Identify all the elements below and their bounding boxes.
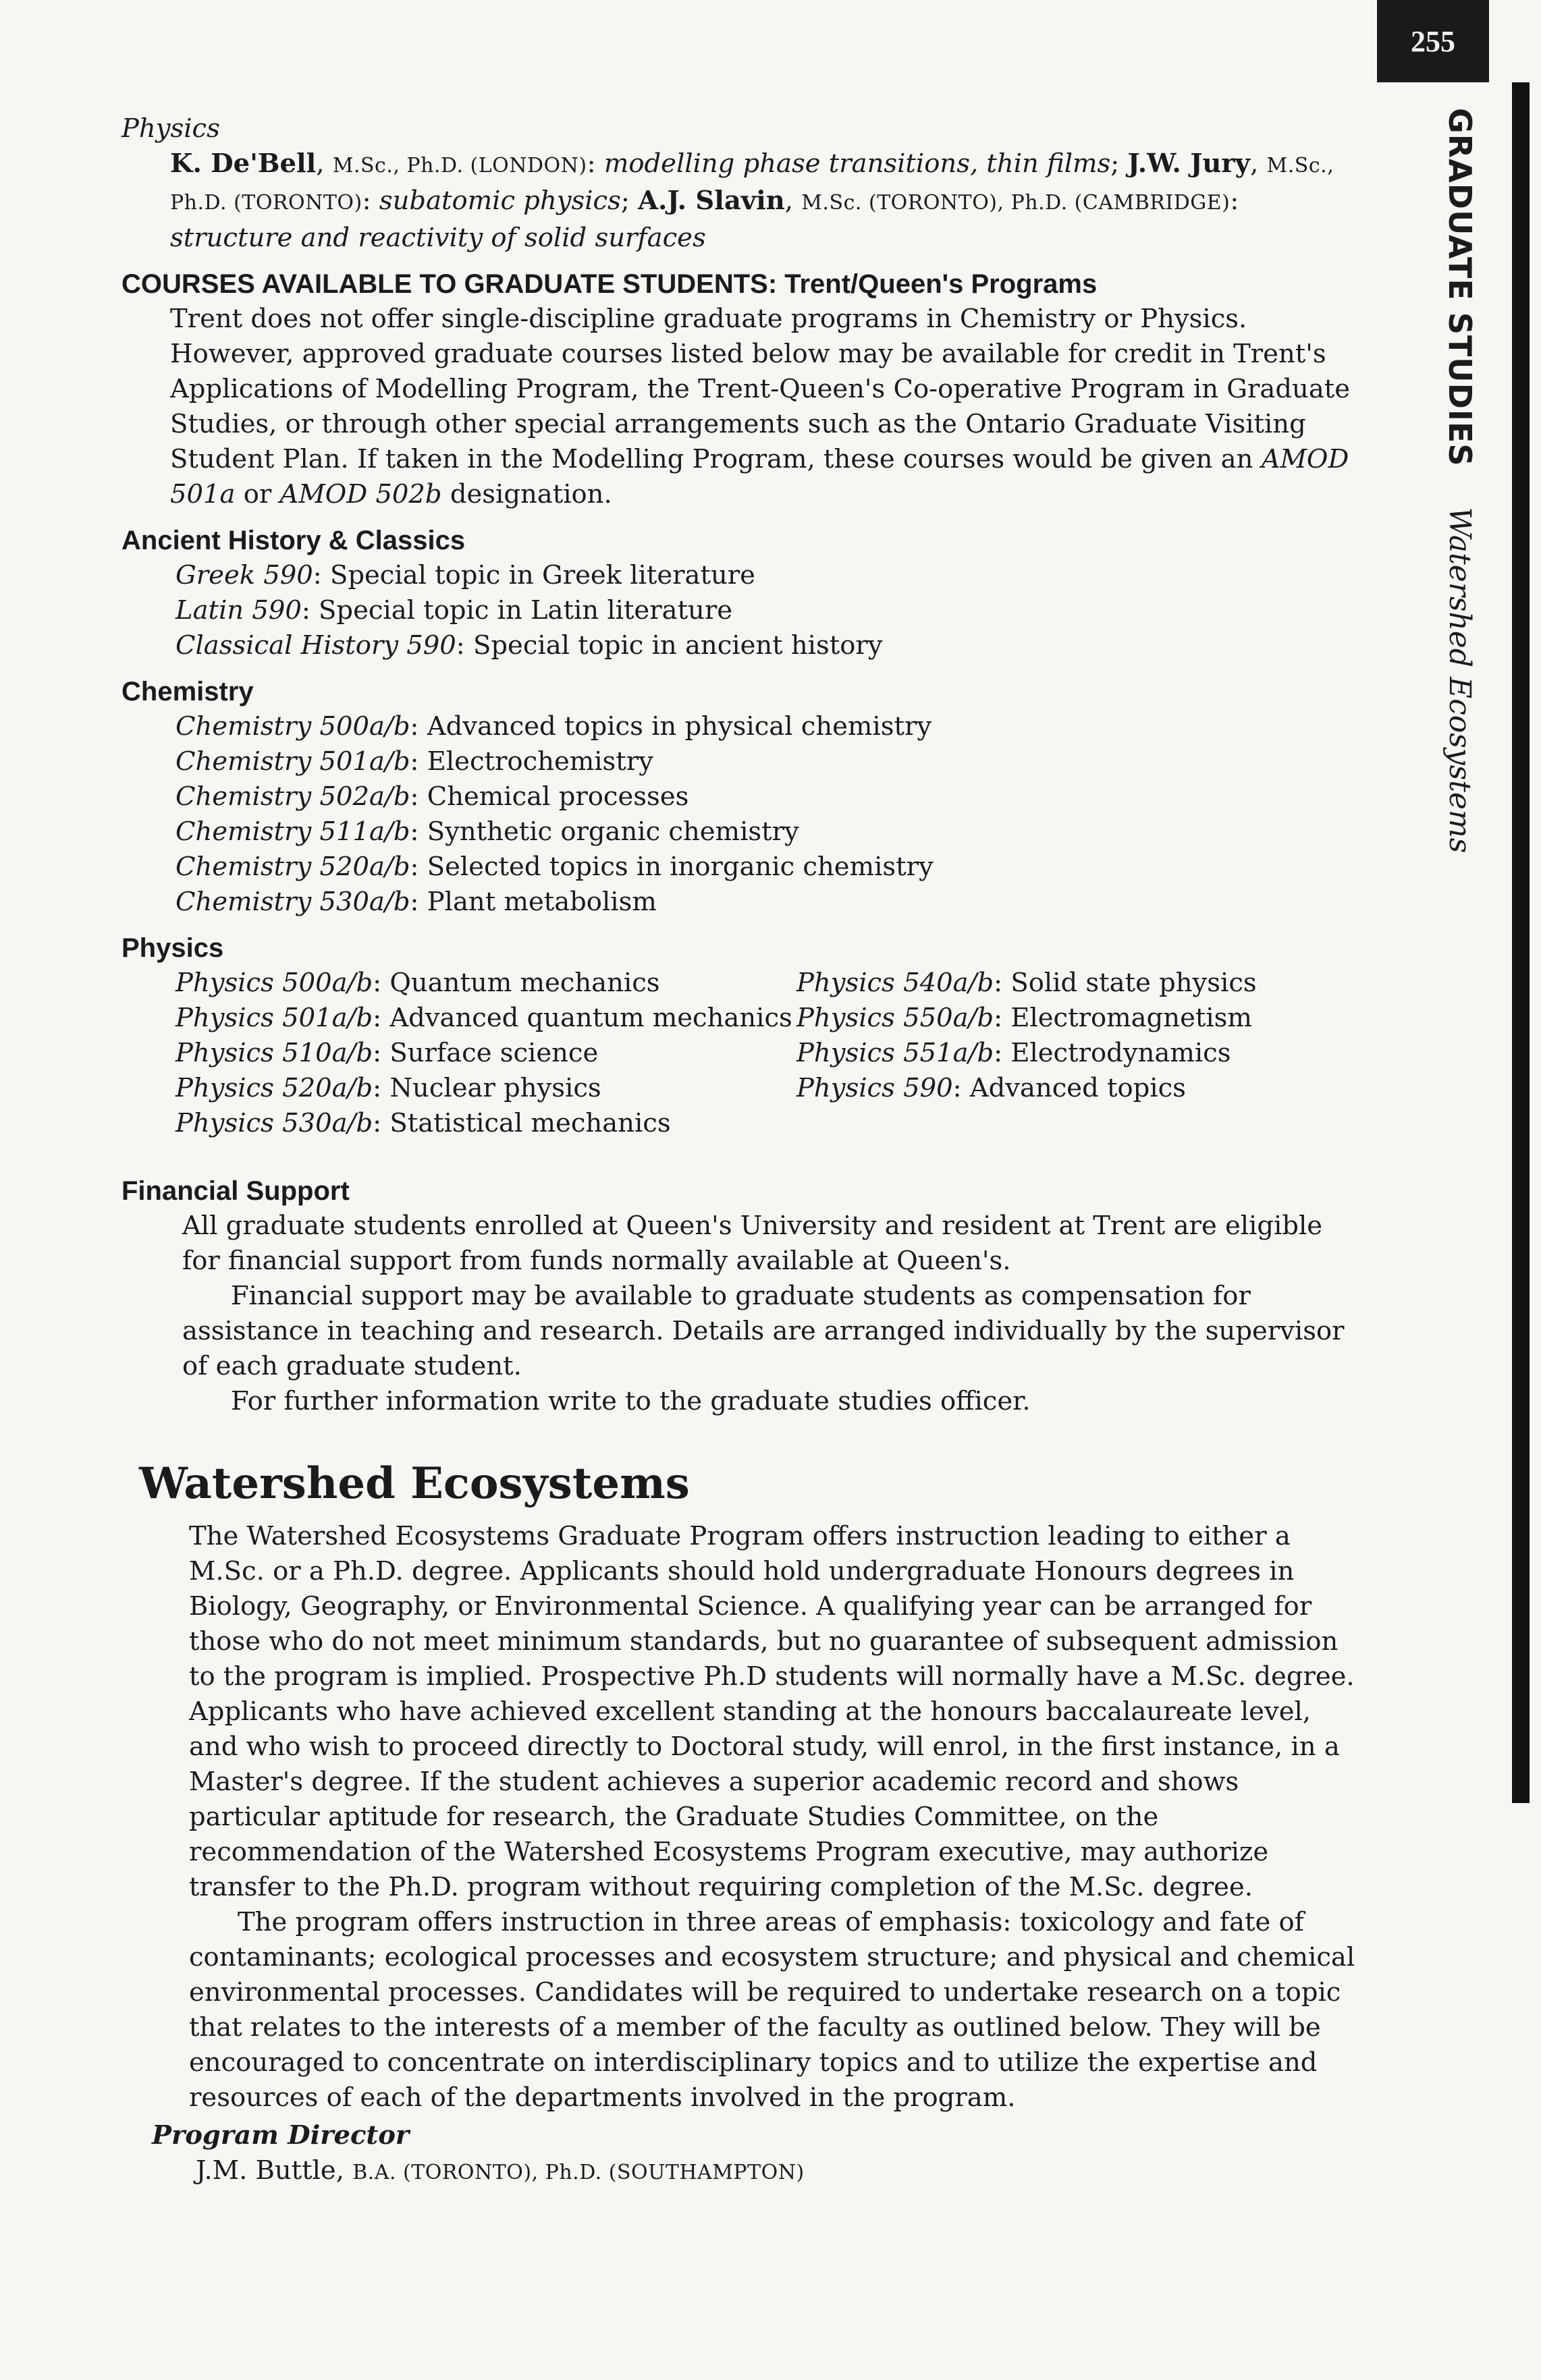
chemistry-section <box>121 674 1363 920</box>
course-title: Special topic in Greek literature <box>330 560 755 590</box>
course-item: Physics 540a/b: Solid state physics <box>796 968 1257 998</box>
faculty-topic: subatomic physics <box>379 186 621 216</box>
course-title: Advanced topics <box>969 1073 1186 1103</box>
course-item: Latin 590: Special topic in Latin literature <box>175 595 733 626</box>
course-code: Physics 501a/b <box>175 1003 373 1033</box>
course-code: Chemistry 501a/b <box>175 746 410 777</box>
director-credentials: B.A. (TORONTO), Ph.D. (SOUTHAMPTON) <box>352 2161 805 2184</box>
side-tab-section: GRADUATE STUDIES <box>1442 108 1478 467</box>
course-title: Advanced topics in physical chemistry <box>427 711 932 742</box>
director-name: J.M. Buttle, <box>196 2155 344 2186</box>
course-title: Advanced quantum mechanics <box>389 1003 792 1033</box>
courses-section <box>121 267 1363 512</box>
course-code: AMOD 501a <box>170 444 1349 509</box>
course-item: Physics 551a/b: Electrodynamics <box>796 1038 1231 1068</box>
faculty-name: K. De'Bell <box>170 148 317 179</box>
courses-intro <box>121 302 1363 512</box>
ancient-history-section <box>121 523 1363 663</box>
courses-intro-or: or <box>243 479 272 509</box>
faculty-name: A.J. Slavin <box>638 186 785 216</box>
course-code: Physics 590 <box>796 1073 953 1103</box>
course-item: Physics 530a/b: Statistical mechanics <box>175 1108 671 1138</box>
course-title: Synthetic organic chemistry <box>427 817 799 847</box>
financial-paragraph: All graduate students enrolled at Queen's University and resident at Trent are eligible for financial support from funds normally available at Queen's. <box>182 1211 1323 1276</box>
chemistry-heading: Chemistry <box>121 677 254 707</box>
course-title: Special topic in Latin literature <box>319 595 733 626</box>
course-code: Physics 540a/b <box>796 968 994 998</box>
page-number: 255 <box>1377 0 1489 82</box>
course-code: Physics 500a/b <box>175 968 373 998</box>
watershed-title: Watershed Ecosystems <box>139 1458 690 1509</box>
course-title: Surface science <box>389 1038 599 1068</box>
physics-courses-section <box>121 931 1363 1141</box>
course-title: Plant metabolism <box>427 887 657 917</box>
financial-heading: Financial Support <box>121 1176 350 1206</box>
course-item: Chemistry 520a/b: Selected topics in inorganic chemistry <box>175 852 934 882</box>
watershed-section <box>121 1457 1363 2190</box>
course-item: Physics 550a/b: Electromagnetism <box>796 1003 1252 1033</box>
course-item: Physics 500a/b: Quantum mechanics <box>175 968 660 998</box>
ancient-history-heading: Ancient History & Classics <box>121 526 466 555</box>
course-code: Latin 590 <box>175 595 302 626</box>
faculty-topic: structure and reactivity of solid surfaces <box>170 223 706 253</box>
faculty-credentials: M.Sc., Ph.D. (LONDON) <box>332 154 587 177</box>
courses-intro-end: designation. <box>450 479 612 509</box>
course-code: Chemistry 520a/b <box>175 852 410 882</box>
course-item: Physics 501a/b: Advanced quantum mechanics <box>175 1003 792 1033</box>
course-title: Electromagnetism <box>1010 1003 1252 1033</box>
course-code: Chemistry 511a/b <box>175 817 410 847</box>
course-title: Nuclear physics <box>389 1073 601 1103</box>
watershed-body <box>121 1519 1363 2115</box>
physics-courses-columns <box>121 966 1363 1141</box>
faculty-name: J.W. Jury <box>1127 148 1251 179</box>
courses-intro-text: Trent does not offer single-discipline graduate programs in Chemistry or Physics. However, approved graduate courses listed below may be available for credit in Trent's Applications of Modelling Program, the Trent-Queen's Co-operative Program in Graduate Studies, or through other special arrangements such as the Ontario Graduate Visiting Student Plan. If taken in the Modelling Program, these courses would be given an <box>170 304 1351 474</box>
course-item: Greek 590: Special topic in Greek literature <box>175 560 755 590</box>
page-content <box>121 111 1363 2190</box>
financial-paragraph: For further information write to the graduate studies officer. <box>231 1386 1031 1416</box>
course-item: Classical History 590: Special topic in ancient history <box>175 630 883 661</box>
watershed-paragraph: The Watershed Ecosystems Graduate Program offers instruction leading to either a M.Sc. or a Ph.D. degree. Applicants should hold undergraduate Honours degrees in Biology, Geography, or Environmental Science. A qualifying year can be arranged for those who do not meet minimum standards, but no guarantee of subsequent admission to the program is implied. Prospective Ph.D students will normally have a M.Sc. degree. Applicants who have achieved excellent standing at the honours baccalaureate level, and who wish to proceed directly to Doctoral study, will enrol, in the first instance, in a Master's degree. If the student achieves a superior academic record and shows particular aptitude for research, the Graduate Studies Committee, on the recommendation of the Watershed Ecosystems Program executive, may authorize transfer to the Ph.D. program without requiring completion of the M.Sc. degree. <box>189 1521 1355 1902</box>
course-title: Special topic in ancient history <box>473 630 883 661</box>
physics-faculty-list: K. De'Bell, M.Sc., Ph.D. (LONDON): modelling phase transitions, thin films; J.W. Jury, M.Sc., Ph.D. (TORONTO): subatomic physics; A.J. Slavin, M.Sc. (TORONTO), Ph.D. (CAMBRIDGE): structure and reactivity of solid surfaces <box>170 148 1334 253</box>
course-code: Chemistry 500a/b <box>175 711 410 742</box>
course-title: Selected topics in inorganic chemistry <box>427 852 934 882</box>
program-director <box>121 2153 1363 2190</box>
course-title: Electrodynamics <box>1010 1038 1231 1068</box>
course-title: Statistical mechanics <box>389 1108 671 1138</box>
course-item: Chemistry 530a/b: Plant metabolism <box>175 887 657 917</box>
faculty-topic: modelling phase transitions, thin films <box>603 148 1111 179</box>
watershed-paragraph: The program offers instruction in three areas of emphasis: toxicology and fate of contaminants; ecological processes and ecosystem structure; and physical and chemical environmental processes. Candidates will be required to undertake research on a topic that relates to the interests of a member of the faculty as outlined below. They will be encouraged to concentrate on interdisciplinary topics and to utilize the expertise and resources of each of the departments involved in the program. <box>189 1907 1355 2113</box>
course-code: Classical History 590 <box>175 630 456 661</box>
physics-courses-heading: Physics <box>121 933 224 963</box>
course-code: Physics 510a/b <box>175 1038 373 1068</box>
physics-courses-col1 <box>121 966 796 1141</box>
faculty-credentials: M.Sc. (TORONTO), Ph.D. (CAMBRIDGE) <box>801 191 1231 215</box>
course-title: Quantum mechanics <box>389 968 660 998</box>
financial-section <box>121 1173 1363 1419</box>
course-code: Physics 551a/b <box>796 1038 994 1068</box>
physics-faculty-heading: Physics <box>121 113 220 144</box>
side-tab <box>1423 108 1497 854</box>
course-item: Chemistry 502a/b: Chemical processes <box>175 781 689 812</box>
faculty-credentials: M.Sc., Ph.D. (TORONTO) <box>170 154 1334 215</box>
course-item: Chemistry 511a/b: Synthetic organic chemistry <box>175 817 799 847</box>
course-code: Physics 520a/b <box>175 1073 373 1103</box>
physics-faculty-section <box>121 111 1363 256</box>
course-title: Chemical processes <box>427 781 689 812</box>
financial-paragraph: Financial support may be available to graduate students as compensation for assistance in teaching and research. Details are arranged individually by the supervisor of each graduate student. <box>182 1281 1345 1381</box>
course-code: Chemistry 530a/b <box>175 887 410 917</box>
physics-courses-col2 <box>796 966 1336 1141</box>
program-director-heading: Program Director <box>152 2120 410 2151</box>
course-title: Electrochemistry <box>427 746 653 777</box>
course-item: Physics 520a/b: Nuclear physics <box>175 1073 601 1103</box>
course-item: Chemistry 501a/b: Electrochemistry <box>175 746 653 777</box>
course-code: Greek 590 <box>175 560 313 590</box>
side-tab-program: Watershed Ecosystems <box>1442 507 1478 854</box>
page-edge-bar <box>1512 82 1530 1803</box>
course-code: Chemistry 502a/b <box>175 781 410 812</box>
course-code: Physics 550a/b <box>796 1003 994 1033</box>
course-item: Chemistry 500a/b: Advanced topics in physical chemistry <box>175 711 932 742</box>
course-code: AMOD 502b <box>279 479 442 509</box>
course-item: Physics 510a/b: Surface science <box>175 1038 599 1068</box>
course-title: Solid state physics <box>1010 968 1257 998</box>
course-item: Physics 590: Advanced topics <box>796 1073 1186 1103</box>
courses-heading: COURSES AVAILABLE TO GRADUATE STUDENTS: Trent/Queen's Programs <box>121 269 1098 299</box>
course-code: Physics 530a/b <box>175 1108 373 1138</box>
